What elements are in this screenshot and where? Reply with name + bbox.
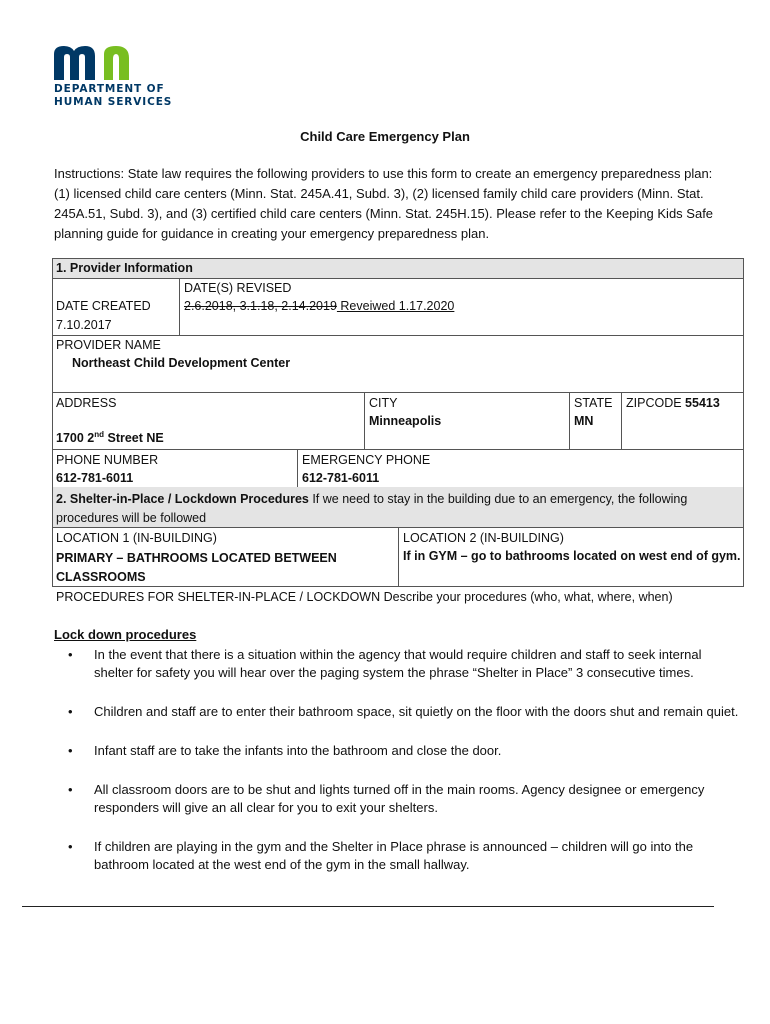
state-value[interactable]: MN [574,414,594,428]
bullet-icon: • [68,782,73,797]
address-street: Street NE [104,431,164,446]
logo-line-2: HUMAN SERVICES [54,96,173,108]
instructions-text: Instructions: State law requires the following providers to use this form to create an emergency preparedness plan: (1) licensed child care centers (Minn. Stat. 245A.41, Subd. 3), (2) licensed family child care providers (Minn. Stat. 245A.51, Subd. 3), and (3) certified child care centers (Minn. Stat. 245H.15). Please refer to the Keeping Kids Safe planning guide for guidance in creating your emergency preparedness plan. [54,166,714,241]
procedures-hint: Describe your procedures (who, what, where, when) [380,590,673,604]
mn-logo-mark [54,44,150,80]
date-created-cell [52,278,180,336]
lockdown-title: Lock down procedures [54,627,197,642]
section1-header [52,258,744,279]
location2-label: LOCATION 2 (IN-BUILDING) [403,531,564,545]
dates-revised-cell [179,278,744,336]
section2-heading-desc: If we need to stay in the building due to an emergency, the following procedures will be followed [56,492,688,525]
list-item [54,742,744,760]
list-item [54,646,744,682]
phone-value[interactable]: 612-781-6011 [56,471,134,485]
location1-value[interactable]: PRIMARY – BATHROOMS LOCATED BETWEEN CLASSROOMS [56,551,337,584]
section2-header [52,487,744,528]
bullet-icon: • [68,647,73,662]
state-cell [569,392,622,450]
section1-heading: 1. Provider Information [56,261,193,275]
zipcode-value: 55413 [685,396,720,410]
dhs-logo [54,44,178,109]
address-suffix: nd [94,430,105,439]
state-label: STATE [574,396,613,410]
logo-line-1: DEPARTMENT OF [54,83,165,95]
dates-revised-value[interactable] [184,299,454,313]
address-number: 1700 2 [56,431,95,446]
list-item-text: If children are playing in the gym and the Shelter in Place phrase is announced – children will go into the bathroom located at the west end of the gym in the small hallway. [94,839,694,872]
zipcode-field[interactable] [626,396,720,410]
city-cell [364,392,570,450]
bottom-divider [22,906,714,907]
phone-label: PHONE NUMBER [56,453,159,467]
list-item [54,703,744,721]
list-item-text: In the event that there is a situation within the agency that would require children and staff to seek internal shelter for safety you will hear over the paging system the phrase “Shelter in Place” 3 consecutive times. [94,647,702,680]
document-title: Child Care Emergency Plan [300,129,470,144]
location1-label: LOCATION 1 (IN-BUILDING) [56,531,217,545]
procedures-label: PROCEDURES FOR SHELTER-IN-PLACE / LOCKDOWN [56,590,381,604]
bullet-icon: • [68,839,73,854]
section2-heading [56,490,740,528]
location2-value[interactable]: If in GYM – go to bathrooms located on west end of gym. [403,549,741,563]
dates-revised-label: DATE(S) REVISED [184,281,292,295]
list-item-text: All classroom doors are to be shut and lights turned off in the main rooms. Agency designee or emergency responders will give an all clear for you to exit your shelters. [94,782,705,815]
emergency-phone-cell [297,449,744,488]
city-label: CITY [369,396,398,410]
list-item-text: Children and staff are to enter their bathroom space, sit quietly on the floor with the doors shut and remain quiet. [94,704,739,719]
phone-cell [52,449,298,488]
procedures-row [52,586,744,610]
section2-heading-title: 2. Shelter-in-Place / Lockdown Procedures [56,492,309,506]
city-value[interactable]: Minneapolis [369,414,442,428]
provider-name-cell [52,335,744,393]
lockdown-list [54,646,744,895]
provider-name-label: PROVIDER NAME [56,338,161,352]
list-item [54,838,744,874]
bullet-icon: • [68,704,73,719]
location2-cell [398,527,744,587]
emergency-phone-label: EMERGENCY PHONE [302,453,431,467]
emergency-phone-value[interactable]: 612-781-6011 [302,471,380,485]
bullet-icon: • [68,743,73,758]
provider-name-value[interactable]: Northeast Child Development Center [72,356,291,370]
zipcode-label: ZIPCODE [626,396,686,410]
address-value[interactable] [56,430,164,445]
procedures-heading [56,590,673,604]
address-cell [52,392,365,450]
dates-revised-struck: 2.6.2018, 3.1.18, 2.14.2019 [184,299,337,313]
date-created-label: DATE CREATED [56,299,151,313]
date-created-value[interactable]: 7.10.2017 [56,318,112,332]
list-item-text: Infant staff are to take the infants into the bathroom and close the door. [94,743,502,758]
dates-revised-current: Reveiwed 1.17.2020 [336,299,455,313]
location1-cell [52,527,399,587]
address-label: ADDRESS [56,396,117,410]
list-item [54,781,744,817]
zipcode-cell [621,392,744,450]
